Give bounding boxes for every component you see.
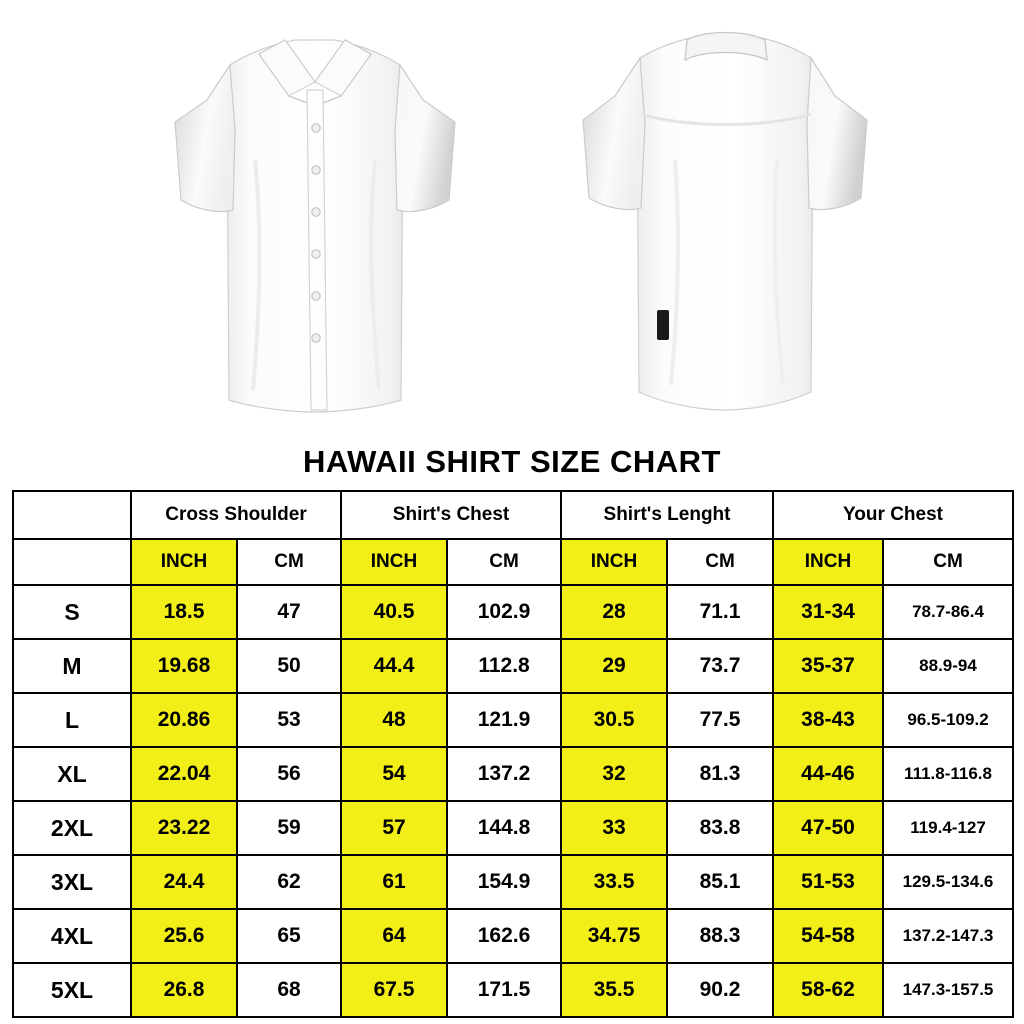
group-header-cross-shoulder: Cross Shoulder <box>131 491 341 539</box>
cell-cross-shoulder-inch: 24.4 <box>131 855 237 909</box>
table-corner-cell <box>13 491 131 539</box>
unit-header-cross-shoulder-inch: INCH <box>131 539 237 585</box>
cell-cross-shoulder-cm: 62 <box>237 855 341 909</box>
table-row <box>13 639 1013 693</box>
unit-header-lenght-cm: CM <box>667 539 773 585</box>
cell-cross-shoulder-inch: 20.86 <box>131 693 237 747</box>
cell-chest-inch: 48 <box>341 693 447 747</box>
size-chart-table <box>12 490 1014 1018</box>
cell-your-chest-cm: 96.5-109.2 <box>883 693 1013 747</box>
unit-header-your-chest-cm: CM <box>883 539 1013 585</box>
cell-chest-cm: 162.6 <box>447 909 561 963</box>
cell-your-chest-inch: 35-37 <box>773 639 883 693</box>
table-row <box>13 801 1013 855</box>
row-size-label: M <box>13 639 131 693</box>
cell-lenght-cm: 77.5 <box>667 693 773 747</box>
unit-header-cross-shoulder-cm: CM <box>237 539 341 585</box>
table-row <box>13 909 1013 963</box>
cell-cross-shoulder-cm: 59 <box>237 801 341 855</box>
cell-chest-cm: 112.8 <box>447 639 561 693</box>
size-chart-body <box>13 585 1013 1017</box>
cell-chest-inch: 54 <box>341 747 447 801</box>
table-row <box>13 585 1013 639</box>
cell-cross-shoulder-inch: 22.04 <box>131 747 237 801</box>
cell-lenght-cm: 83.8 <box>667 801 773 855</box>
row-size-label: 2XL <box>13 801 131 855</box>
cell-cross-shoulder-inch: 23.22 <box>131 801 237 855</box>
cell-your-chest-cm: 78.7-86.4 <box>883 585 1013 639</box>
group-header-shirts-chest: Shirt's Chest <box>341 491 561 539</box>
cell-your-chest-inch: 54-58 <box>773 909 883 963</box>
cell-lenght-inch: 32 <box>561 747 667 801</box>
cell-lenght-inch: 28 <box>561 585 667 639</box>
cell-lenght-cm: 73.7 <box>667 639 773 693</box>
table-corner-cell-2 <box>13 539 131 585</box>
cell-chest-cm: 171.5 <box>447 963 561 1017</box>
cell-your-chest-inch: 31-34 <box>773 585 883 639</box>
cell-lenght-inch: 33 <box>561 801 667 855</box>
cell-chest-inch: 40.5 <box>341 585 447 639</box>
cell-your-chest-cm: 111.8-116.8 <box>883 747 1013 801</box>
cell-cross-shoulder-cm: 56 <box>237 747 341 801</box>
cell-your-chest-inch: 44-46 <box>773 747 883 801</box>
cell-cross-shoulder-inch: 26.8 <box>131 963 237 1017</box>
table-row <box>13 963 1013 1017</box>
cell-lenght-inch: 30.5 <box>561 693 667 747</box>
cell-lenght-cm: 81.3 <box>667 747 773 801</box>
cell-chest-cm: 137.2 <box>447 747 561 801</box>
cell-your-chest-inch: 51-53 <box>773 855 883 909</box>
row-size-label: 4XL <box>13 909 131 963</box>
cell-lenght-inch: 33.5 <box>561 855 667 909</box>
cell-your-chest-inch: 58-62 <box>773 963 883 1017</box>
row-size-label: XL <box>13 747 131 801</box>
table-row <box>13 747 1013 801</box>
cell-your-chest-inch: 47-50 <box>773 801 883 855</box>
group-header-shirts-lenght: Shirt's Lenght <box>561 491 773 539</box>
row-size-label: S <box>13 585 131 639</box>
cell-chest-cm: 154.9 <box>447 855 561 909</box>
group-header-your-chest: Your Chest <box>773 491 1013 539</box>
cell-lenght-cm: 85.1 <box>667 855 773 909</box>
page-title: HAWAII SHIRT SIZE CHART <box>303 444 721 479</box>
row-size-label: 3XL <box>13 855 131 909</box>
row-size-label: L <box>13 693 131 747</box>
cell-cross-shoulder-cm: 47 <box>237 585 341 639</box>
shirt-back-image <box>545 10 905 430</box>
cell-cross-shoulder-inch: 19.68 <box>131 639 237 693</box>
cell-cross-shoulder-inch: 18.5 <box>131 585 237 639</box>
cell-your-chest-inch: 38-43 <box>773 693 883 747</box>
cell-cross-shoulder-inch: 25.6 <box>131 909 237 963</box>
cell-chest-inch: 44.4 <box>341 639 447 693</box>
cell-chest-inch: 64 <box>341 909 447 963</box>
cell-lenght-cm: 90.2 <box>667 963 773 1017</box>
cell-cross-shoulder-cm: 65 <box>237 909 341 963</box>
shirt-illustrations <box>0 0 1024 440</box>
cell-cross-shoulder-cm: 53 <box>237 693 341 747</box>
cell-chest-inch: 67.5 <box>341 963 447 1017</box>
cell-chest-cm: 121.9 <box>447 693 561 747</box>
cell-your-chest-cm: 88.9-94 <box>883 639 1013 693</box>
cell-chest-cm: 144.8 <box>447 801 561 855</box>
unit-header-chest-cm: CM <box>447 539 561 585</box>
table-row <box>13 855 1013 909</box>
cell-lenght-inch: 34.75 <box>561 909 667 963</box>
cell-chest-inch: 57 <box>341 801 447 855</box>
cell-lenght-inch: 35.5 <box>561 963 667 1017</box>
size-chart-table-wrap <box>0 490 1024 1018</box>
unit-header-lenght-inch: INCH <box>561 539 667 585</box>
unit-header-chest-inch: INCH <box>341 539 447 585</box>
table-row <box>13 693 1013 747</box>
cell-your-chest-cm: 147.3-157.5 <box>883 963 1013 1017</box>
cell-chest-inch: 61 <box>341 855 447 909</box>
unit-header-your-chest-inch: INCH <box>773 539 883 585</box>
shirt-front-image <box>135 10 495 430</box>
cell-chest-cm: 102.9 <box>447 585 561 639</box>
row-size-label: 5XL <box>13 963 131 1017</box>
cell-cross-shoulder-cm: 68 <box>237 963 341 1017</box>
cell-your-chest-cm: 137.2-147.3 <box>883 909 1013 963</box>
cell-lenght-cm: 71.1 <box>667 585 773 639</box>
cell-your-chest-cm: 129.5-134.6 <box>883 855 1013 909</box>
cell-your-chest-cm: 119.4-127 <box>883 801 1013 855</box>
cell-cross-shoulder-cm: 50 <box>237 639 341 693</box>
cell-lenght-cm: 88.3 <box>667 909 773 963</box>
cell-lenght-inch: 29 <box>561 639 667 693</box>
